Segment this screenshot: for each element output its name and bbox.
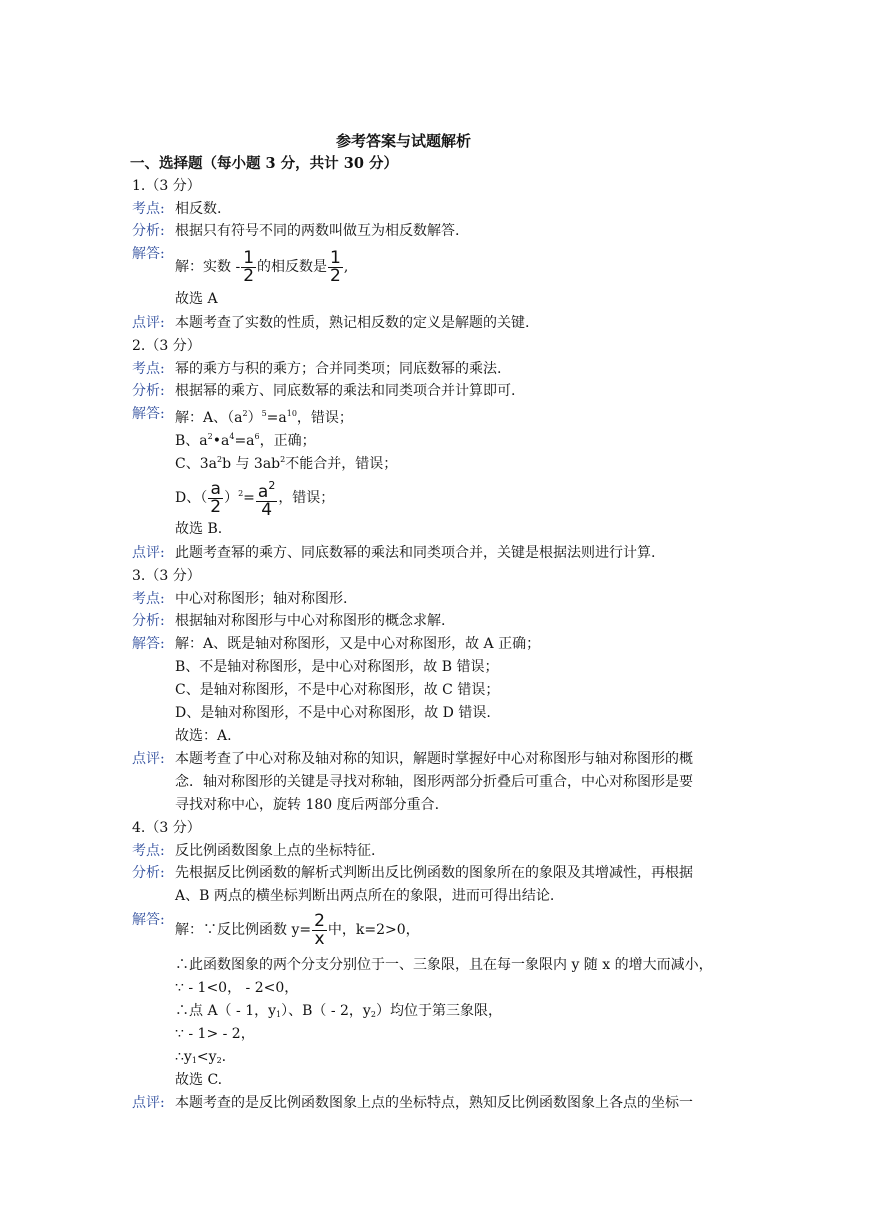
text: ，正确； — [259, 433, 316, 449]
subscript: 2 — [216, 1056, 222, 1065]
text: 不能合并，错误； — [285, 456, 398, 472]
q2-dianping-text: 此题考查幂的乘方、同底数幂的乘法和同类项合并，关键是根据法则进行计算. — [175, 545, 656, 561]
q2-fraction-a-over-2 — [208, 478, 223, 517]
fraction-denominator: 2 — [210, 496, 222, 517]
q1-answer-line — [175, 248, 348, 286]
question-1-header: 1.（3 分） — [132, 178, 201, 194]
text: B、a — [175, 433, 208, 449]
text: =a — [234, 433, 255, 449]
fraction-numerator — [256, 477, 277, 502]
q4-choice: 故选 C. — [175, 1072, 223, 1088]
q2-line-a — [175, 404, 353, 428]
fraction-numerator: 1 — [330, 247, 341, 268]
q4-dianping-label: 点评: — [132, 1095, 165, 1111]
q4-fenxi-line: 先根据反比例函数的解析式判断出反比例函数的图象所在的象限及其增减性，再根据 — [175, 865, 693, 881]
q3-answer-line: 解：A、既是轴对称图形，又是中心对称图形，故 A 正确； — [175, 636, 541, 652]
text: D、（ — [175, 490, 208, 506]
superscript: 5 — [261, 409, 267, 418]
q1-kaodian-text: 相反数. — [175, 201, 222, 217]
subscript: 2 — [370, 1010, 376, 1019]
fraction-numerator: a — [210, 478, 221, 499]
text: ）、B（ - 2，y — [281, 1003, 371, 1019]
q4-fenxi-label: 分析: — [132, 865, 165, 881]
text: ） — [224, 490, 239, 506]
superscript: 10 — [286, 409, 297, 418]
q1-jieda-label: 解答: — [132, 246, 165, 262]
q4-answer-line-4 — [175, 1001, 502, 1025]
subscript: 1 — [276, 1010, 282, 1019]
text: C、3a — [175, 456, 217, 472]
text: •a — [212, 433, 230, 449]
q3-dianping-line: 寻找对称中心，旋转 180 度后两部分重合. — [175, 797, 440, 813]
q2-kaodian-text: 幂的乘方与积的乘方；合并同类项；同底数幂的乘法. — [175, 361, 502, 377]
q1-answer-prefix: 解：实数 - — [175, 259, 241, 275]
q3-fenxi-text: 根据轴对称图形与中心对称图形的概念求解. — [175, 613, 446, 629]
fraction-denominator: 2 — [243, 265, 255, 286]
q2-choice: 故选 B. — [175, 521, 223, 537]
fraction-numerator: 1 — [243, 247, 255, 268]
text: ） — [247, 410, 262, 426]
q2-fraction-a2-over-4 — [256, 477, 277, 519]
q4-kaodian-text: 反比例函数图象上点的坐标特征. — [175, 843, 376, 859]
q1-fraction-1 — [241, 247, 256, 286]
fraction-numerator: 2 — [314, 910, 325, 931]
q3-answer-line: B、不是轴对称图形，是中心对称图形，故 B 错误； — [175, 659, 499, 675]
q3-dianping-line: 本题考查了中心对称及轴对称的知识，解题时掌握好中心对称图形与轴对称图形的概 — [175, 751, 693, 767]
subscript: 1 — [191, 1056, 197, 1065]
q2-fenxi-text: 根据幂的乘方、同底数幂的乘法和同类项合并计算即可. — [175, 383, 516, 399]
text: . — [221, 1049, 227, 1065]
q1-choice: 故选 A — [175, 291, 218, 307]
q4-answer-line-3: ∵ - 1<0， - 2<0， — [175, 980, 299, 996]
fraction-denominator: 4 — [261, 500, 273, 520]
q4-answer-line-1 — [175, 910, 420, 950]
q3-jieda-label: 解答: — [132, 636, 165, 652]
question-2-header: 2.（3 分） — [132, 338, 201, 354]
q1-dianping-label: 点评: — [132, 315, 165, 331]
q2-jieda-label: 解答: — [132, 406, 165, 422]
question-3-header: 3.（3 分） — [132, 568, 201, 584]
q1-answer-end: , — [343, 259, 349, 275]
text: <y — [196, 1049, 217, 1065]
q1-fenxi-label: 分析: — [132, 223, 165, 239]
q3-kaodian-label: 考点: — [132, 591, 165, 607]
text: b 与 3ab — [222, 456, 281, 472]
q4-jieda-label: 解答: — [132, 912, 165, 928]
text: ∴点 A（ - 1，y — [175, 1003, 277, 1019]
superscript: 6 — [254, 432, 260, 441]
q4-kaodian-label: 考点: — [132, 843, 165, 859]
q2-line-b — [175, 427, 316, 451]
q1-fenxi-text: 根据只有符号不同的两数叫做互为相反数解答. — [175, 223, 460, 239]
q3-choice: 故选：A. — [175, 728, 232, 744]
q3-answer-line: C、是轴对称图形，不是中心对称图形，故 C 错误； — [175, 682, 500, 698]
text: ，错误； — [296, 410, 353, 426]
q4-answer-line-5: ∵ - 1> - 2， — [175, 1026, 255, 1042]
q3-kaodian-text: 中心对称图形；轴对称图形. — [175, 591, 348, 607]
q4-fenxi-line: A、B 两点的横坐标判断出两点所在的象限，进而可得出结论. — [175, 888, 555, 904]
superscript: 2 — [207, 432, 213, 441]
q2-kaodian-label: 考点: — [132, 361, 165, 377]
superscript: 4 — [229, 432, 235, 441]
q3-answer-line: D、是轴对称图形，不是中心对称图形，故 D 错误. — [175, 705, 491, 721]
q1-fraction-2 — [328, 247, 343, 286]
fraction-denominator: x — [314, 928, 325, 949]
q3-dianping-line: 念．轴对称图形的关键是寻找对称轴，图形两部分折叠后可重合，中心对称图形是要 — [175, 774, 693, 790]
q4-dianping-text: 本题考查的是反比例函数图象上点的坐标特点，熟知反比例函数图象上各点的坐标一 — [175, 1095, 693, 1111]
page-title: 参考答案与试题解析 — [336, 132, 472, 150]
q1-kaodian-label: 考点: — [132, 201, 165, 217]
text: 中，k=2>0， — [327, 922, 420, 938]
q2-line-d — [175, 474, 334, 519]
q3-dianping-label: 点评: — [132, 751, 165, 767]
text: ∴y — [175, 1049, 192, 1065]
superscript: 2 — [268, 479, 276, 492]
text: ）均位于第三象限， — [375, 1003, 502, 1019]
section-heading: 一、选择题（每小题 3 分，共计 30 分） — [130, 155, 398, 172]
superscript: 2 — [216, 455, 223, 464]
q3-fenxi-label: 分析: — [132, 613, 165, 629]
q2-fenxi-label: 分析: — [132, 383, 165, 399]
q2-line-c — [175, 450, 397, 474]
text: 解：A、（a — [175, 410, 243, 426]
q2-dianping-label: 点评: — [132, 545, 165, 561]
superscript: 2 — [238, 489, 244, 498]
q4-fraction-2-over-x — [312, 910, 327, 949]
q1-dianping-text: 本题考查了实数的性质，熟记相反数的定义是解题的关键. — [175, 315, 530, 331]
q4-answer-line-6 — [175, 1047, 226, 1071]
question-4-header: 4.（3 分） — [132, 820, 201, 836]
text: ，错误； — [278, 490, 335, 506]
superscript: 2 — [242, 409, 248, 418]
text: = — [243, 490, 255, 506]
q1-answer-mid: 的相反数是 — [257, 259, 328, 275]
text: 解：∵反比例函数 y= — [175, 922, 312, 938]
fraction-denominator: 2 — [330, 265, 341, 286]
superscript: 2 — [280, 455, 286, 464]
text: =a — [266, 410, 287, 426]
q4-answer-line-2: ∴此函数图象的两个分支分别位于一、三象限，且在每一象限内 y 随 x 的增大而减小， — [175, 957, 713, 973]
text: a — [257, 482, 269, 502]
